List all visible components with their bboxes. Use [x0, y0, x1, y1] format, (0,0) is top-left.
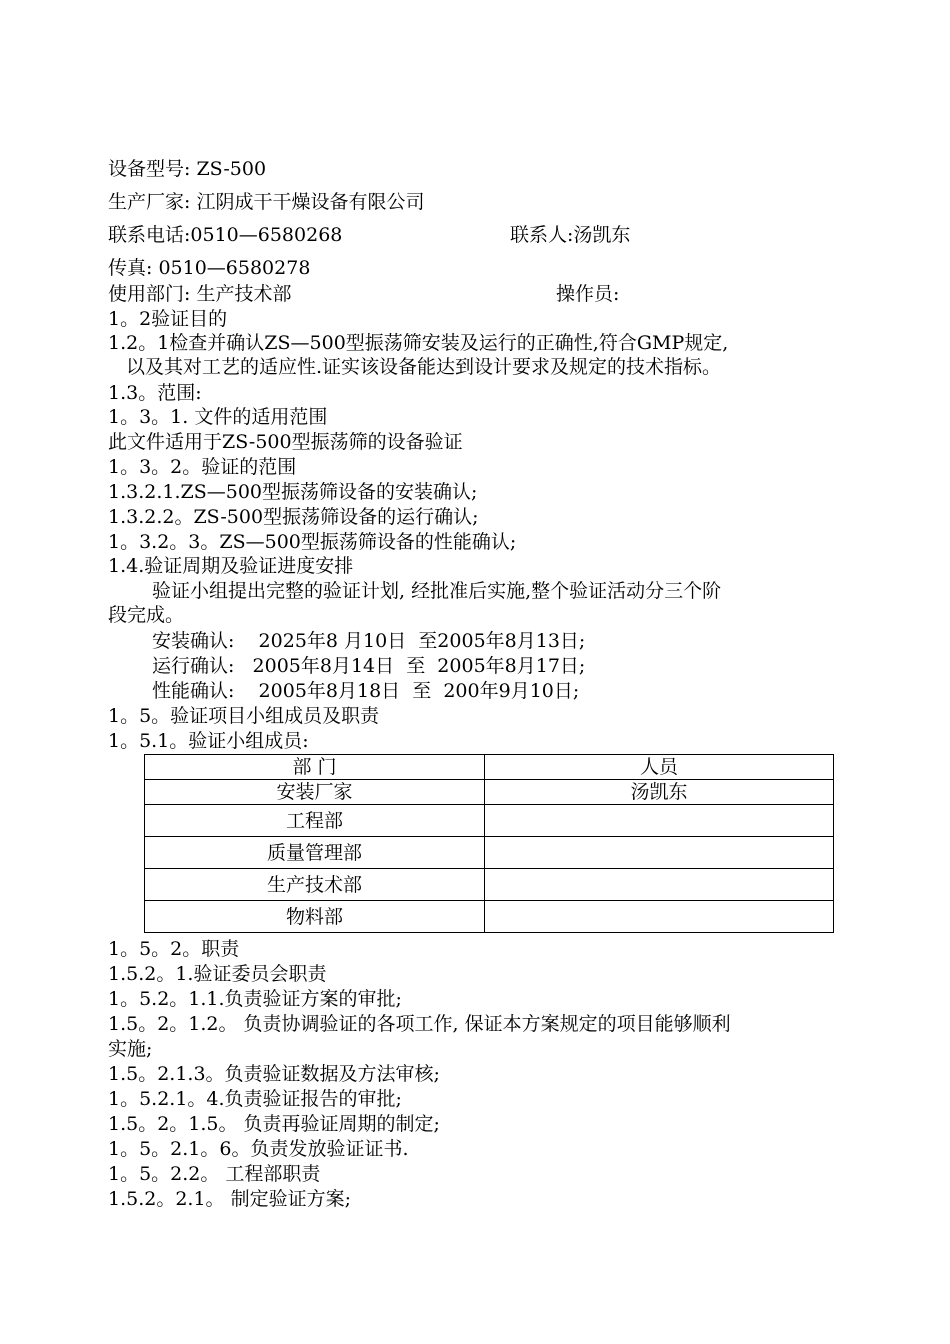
equipment-model: 设备型号: ZS-500 [108, 158, 267, 180]
table-row [145, 901, 834, 933]
schedule-installation: 安装确认: 2025年8 月10日 至2005年8月13日; [152, 630, 586, 652]
paragraph-line: 段完成。 [108, 604, 185, 626]
paragraph-line: 验证小组提出完整的验证计划, 经批准后实施,整个验证活动分三个阶 [152, 580, 722, 602]
list-item: 1。5.2.1。4.负责验证报告的审批; [108, 1088, 402, 1110]
table-cell: 汤凯东 [485, 780, 834, 805]
table-cell [485, 901, 834, 933]
section-heading: 1。5。2。职责 [108, 938, 240, 960]
section-heading: 1。3。1. 文件的适用范围 [108, 406, 328, 428]
list-item: 1。3.2。3。ZS—500型振荡筛设备的性能确认; [108, 531, 517, 553]
table-cell [485, 805, 834, 837]
list-item: 1.5。2。1.5。 负责再验证周期的制定; [108, 1113, 440, 1135]
paragraph-line: 1.2。1检查并确认ZS—500型振荡筛安装及运行的正确性,符合GMP规定, [108, 332, 729, 354]
operator: 操作员: [556, 283, 620, 305]
table-header-cell: 人员 [485, 755, 834, 780]
list-item: 1.5。2.1.3。负责验证数据及方法审核; [108, 1063, 440, 1085]
table-cell: 物料部 [145, 901, 485, 933]
list-item: 1.3.2.2。ZS-500型振荡筛设备的运行确认; [108, 506, 479, 528]
table-cell [485, 837, 834, 869]
paragraph-line: 此文件适用于ZS-500型振荡筛的设备验证 [108, 431, 463, 453]
list-item: 1。5.2。1.1.负责验证方案的审批; [108, 988, 402, 1010]
table-cell [485, 869, 834, 901]
team-members-table [144, 754, 834, 933]
table-row [145, 780, 834, 805]
list-item: 1。5。2.1。6。负责发放验证证书. [108, 1138, 409, 1160]
section-heading: 1。2验证目的 [108, 308, 228, 330]
list-item: 1.3.2.1.ZS—500型振荡筛设备的安装确认; [108, 481, 478, 503]
section-heading: 1。5。验证项目小组成员及职责 [108, 705, 380, 727]
table-row [145, 805, 834, 837]
list-item: 实施; [108, 1038, 153, 1060]
table-cell: 生产技术部 [145, 869, 485, 901]
list-item: 1.5.2。2.1。 制定验证方案; [108, 1188, 352, 1210]
paragraph-line: 以及其对工艺的适应性.证实该设备能达到设计要求及规定的技术指标。 [126, 356, 722, 378]
table-cell: 工程部 [145, 805, 485, 837]
section-heading: 1.4.验证周期及验证进度安排 [108, 555, 354, 577]
schedule-operation: 运行确认: 2005年8月14日 至 2005年8月17日; [152, 655, 586, 677]
table-header-cell: 部 门 [145, 755, 485, 780]
contact-person: 联系人:汤凯东 [510, 224, 631, 246]
table-row [145, 837, 834, 869]
list-item: 1.5。2。1.2。 负责协调验证的各项工作, 保证本方案规定的项目能够顺利 [108, 1013, 731, 1035]
user-department: 使用部门: 生产技术部 [108, 283, 292, 305]
fax: 传真: 0510—6580278 [108, 257, 311, 279]
table-header-row [145, 755, 834, 780]
table-cell: 安装厂家 [145, 780, 485, 805]
section-heading: 1。5.1。验证小组成员: [108, 730, 309, 752]
section-heading: 1。3。2。验证的范围 [108, 456, 297, 478]
table-cell: 质量管理部 [145, 837, 485, 869]
section-heading: 1。5。2.2。 工程部职责 [108, 1163, 321, 1185]
schedule-performance: 性能确认: 2005年8月18日 至 200年9月10日; [152, 680, 580, 702]
section-heading: 1.5.2。1.验证委员会职责 [108, 963, 327, 985]
table-row [145, 869, 834, 901]
section-heading: 1.3。范围: [108, 382, 202, 404]
manufacturer: 生产厂家: 江阴成干干燥设备有限公司 [108, 191, 425, 213]
contact-phone: 联系电话:0510—6580268 [108, 224, 343, 246]
